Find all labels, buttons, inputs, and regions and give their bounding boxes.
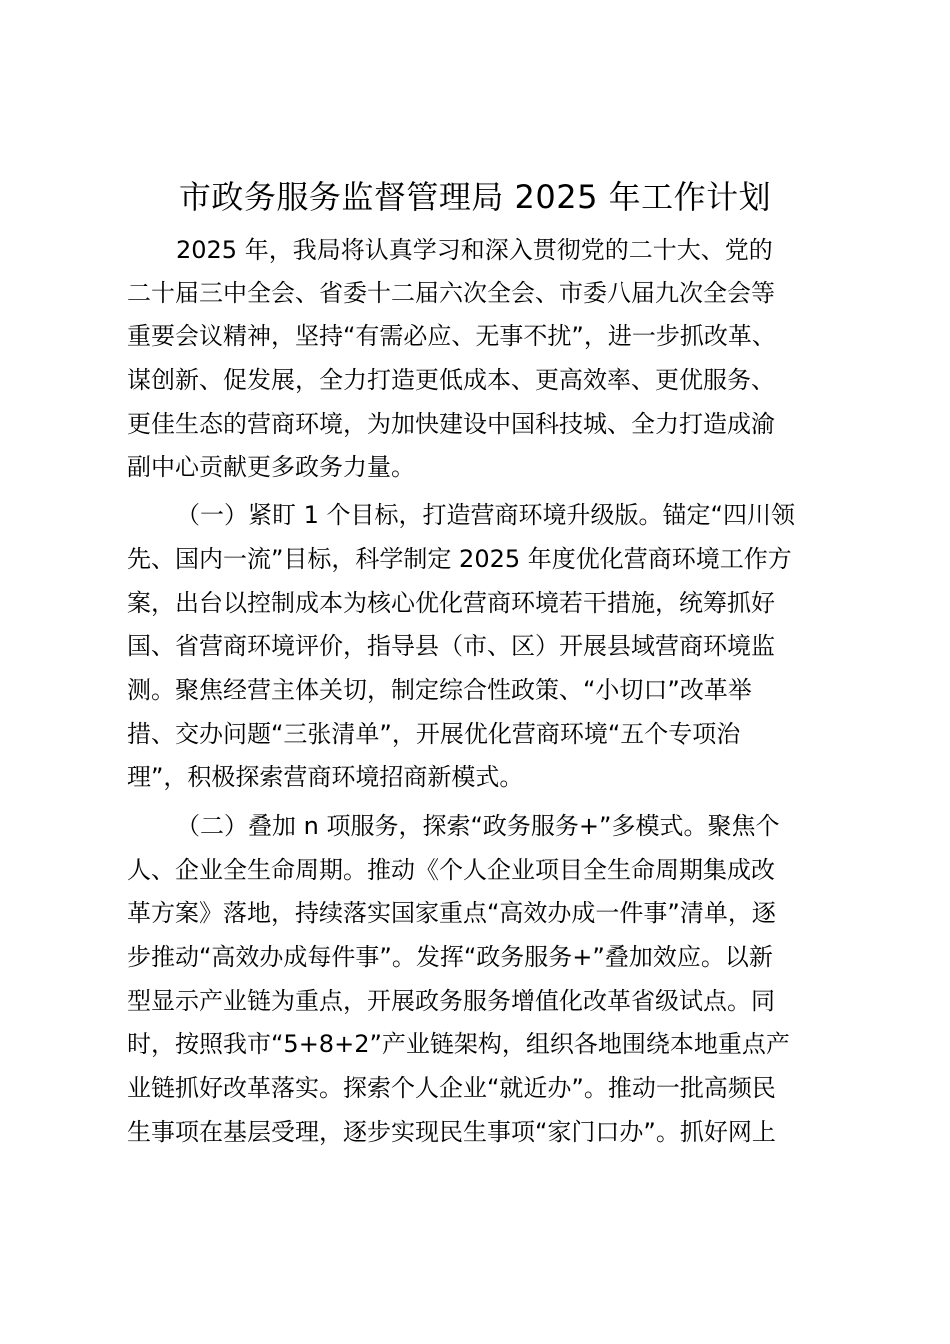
paragraph-line: 更佳生态的营商环境，为加快建设中国科技城、全力打造成渝 (127, 410, 775, 438)
paragraph-line: 时，按照我市“5+8+2”产业链架构，组织各地围绕本地重点产 (127, 1030, 790, 1058)
paragraph-line: 措、交办问题“三张清单”，开展优化营商环境“五个专项治 (127, 720, 741, 748)
paragraph-line: 步推动“高效办成每件事”。发挥“政务服务+”叠加效应。以新 (127, 943, 773, 971)
paragraph-line: 国、省营商环境评价，指导县（市、区）开展县域营商环境监 (127, 632, 775, 660)
paragraph-line: 重要会议精神，坚持“有需必应、无事不扰”，进一步抓改革、 (127, 322, 776, 350)
paragraph-line: （一）紧盯 1 个目标，打造营商环境升级版。锚定“四川领 (176, 501, 795, 529)
paragraph-line: 人、企业全生命周期。推动《个人企业项目全生命周期集成改 (127, 856, 775, 884)
paragraph-line: 测。聚焦经营主体关切，制定综合性政策、“小切口”改革举 (127, 676, 752, 704)
paragraph-line: 案，出台以控制成本为核心优化营商环境若干措施，统筹抓好 (127, 589, 775, 617)
paragraph-line: 副中心贡献更多政务力量。 (127, 453, 415, 481)
paragraph-line: 先、国内一流”目标，科学制定 2025 年度优化营商环境工作方 (127, 545, 792, 573)
paragraph-line: 业链抓好改革落实。探索个人企业“就近办”。推动一批高频民 (127, 1074, 776, 1102)
paragraph-line: 革方案》落地，持续落实国家重点“高效办成一件事”清单，逐 (127, 899, 776, 927)
paragraph-line: 谋创新、促发展，全力打造更低成本、更高效率、更优服务、 (127, 366, 775, 394)
paragraph-line: 生事项在基层受理，逐步实现民生事项“家门口办”。抓好网上 (127, 1118, 776, 1146)
paragraph-line: （二）叠加 n 项服务，探索“政务服务+”多模式。聚焦个 (176, 812, 780, 840)
document-title: 市政务服务监督管理局 2025 年工作计划 (178, 178, 772, 216)
paragraph-line: 二十届三中全会、省委十二届六次全会、市委八届九次全会等 (127, 279, 775, 307)
paragraph-line: 型显示产业链为重点，开展政务服务增值化改革省级试点。同 (127, 987, 775, 1015)
paragraph-line: 2025 年，我局将认真学习和深入贯彻党的二十大、党的 (176, 236, 773, 264)
paragraph-line: 理”，积极探索营商环境招商新模式。 (127, 763, 524, 791)
